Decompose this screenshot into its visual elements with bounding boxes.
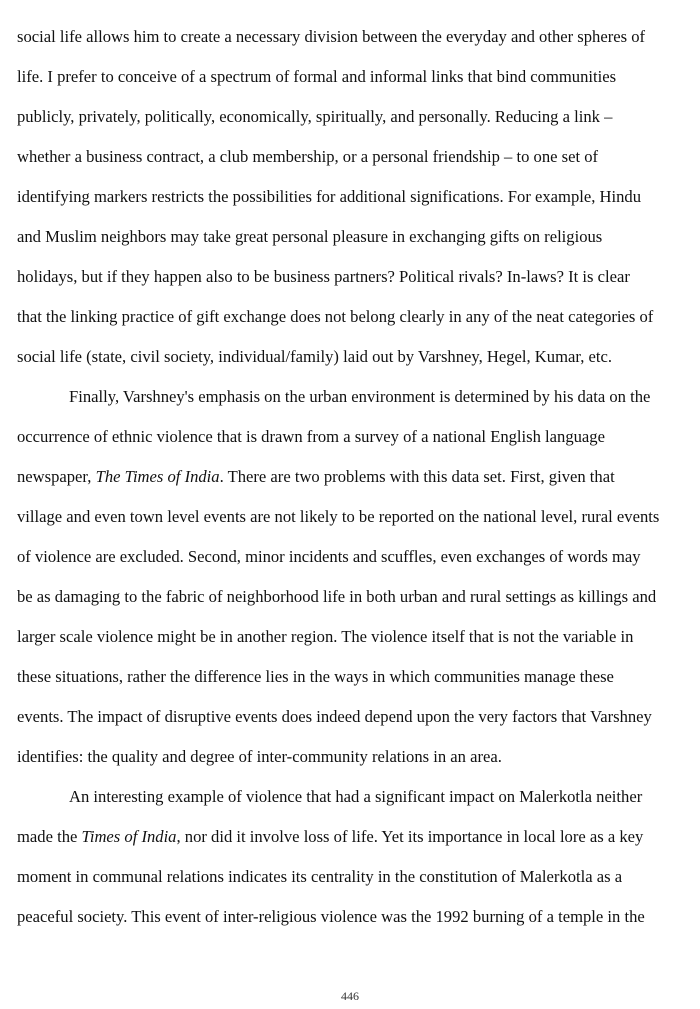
text-line xyxy=(17,267,630,287)
text-run: village and even town level events are not likely to be reported on the national level, rural events xyxy=(17,507,660,526)
page-number: 446 xyxy=(341,989,359,1003)
text-run: Finally, Varshney's emphasis on the urban environment is determined by his data on the xyxy=(69,387,651,406)
text-line xyxy=(17,707,652,727)
text-run: newspaper, xyxy=(17,467,96,486)
text-run: moment in communal relations indicates its centrality in the constitution of Malerkotla as a xyxy=(17,867,623,886)
text-line xyxy=(17,347,612,367)
text-run: identifying markers restricts the possibilities for additional significations. For example, Hindu xyxy=(17,187,641,206)
text-run: events. The impact of disruptive events does indeed depend upon the very factors that Varshney xyxy=(17,707,652,726)
text-run: larger scale violence might be in another region. The violence itself that is not the variable in xyxy=(17,627,634,646)
text-line xyxy=(17,147,598,167)
text-run: whether a business contract, a club membership, or a personal friendship – to one set of xyxy=(17,147,599,166)
text-run: that the linking practice of gift exchange does not belong clearly in any of the neat categories of xyxy=(17,307,654,326)
text-run: . There are two problems with this data set. First, given that xyxy=(219,467,615,486)
text-line xyxy=(17,907,645,927)
text-run: and Muslim neighbors may take great personal pleasure in exchanging gifts on religious xyxy=(17,227,603,246)
text-line xyxy=(17,507,659,527)
text-line xyxy=(17,747,502,767)
italic-title: The Times of India xyxy=(95,467,220,486)
text-run: peaceful society. This event of inter-religious violence was the 1992 burning of a temple in the xyxy=(17,907,645,926)
text-line xyxy=(17,467,615,487)
text-run: identifies: the quality and degree of inter-community relations in an area. xyxy=(17,747,502,766)
text-run: of violence are excluded. Second, minor incidents and scuffles, even exchanges of words may xyxy=(17,547,641,566)
text-run: be as damaging to the fabric of neighborhood life in both urban and rural settings as killings and xyxy=(17,587,657,606)
text-run: holidays, but if they happen also to be business partners? Political rivals? In-laws? It is clear xyxy=(17,267,630,286)
text-run: these situations, rather the difference lies in the ways in which communities manage these xyxy=(17,667,614,686)
text-line xyxy=(17,107,612,127)
text-line xyxy=(17,307,653,327)
text-run: made the xyxy=(17,827,82,846)
text-line xyxy=(17,227,602,247)
text-line xyxy=(17,627,633,647)
text-run: publicly, privately, politically, economically, spiritually, and personally. Reducing a link – xyxy=(17,107,613,126)
text-line xyxy=(17,587,656,607)
text-line xyxy=(17,547,641,567)
text-run: occurrence of ethnic violence that is drawn from a survey of a national English language xyxy=(17,427,605,446)
text-line xyxy=(17,867,622,887)
italic-title: Times of India xyxy=(81,827,177,846)
text-run: social life (state, civil society, individual/family) laid out by Varshney, Hegel, Kumar, etc. xyxy=(17,347,613,366)
text-line xyxy=(17,187,641,207)
text-line xyxy=(17,27,645,47)
text-line xyxy=(17,827,643,847)
text-run: An interesting example of violence that had a significant impact on Malerkotla neither xyxy=(69,787,643,806)
text-line xyxy=(17,67,616,87)
text-line xyxy=(17,427,605,447)
text-run: , nor did it involve loss of life. Yet its importance in local lore as a key xyxy=(176,827,644,846)
text-line xyxy=(17,667,614,687)
text-line xyxy=(69,387,650,407)
text-run: social life allows him to create a necessary division between the everyday and other spheres of xyxy=(17,27,646,46)
text-line xyxy=(69,787,642,807)
text-run: life. I prefer to conceive of a spectrum of formal and informal links that bind communities xyxy=(17,67,617,86)
